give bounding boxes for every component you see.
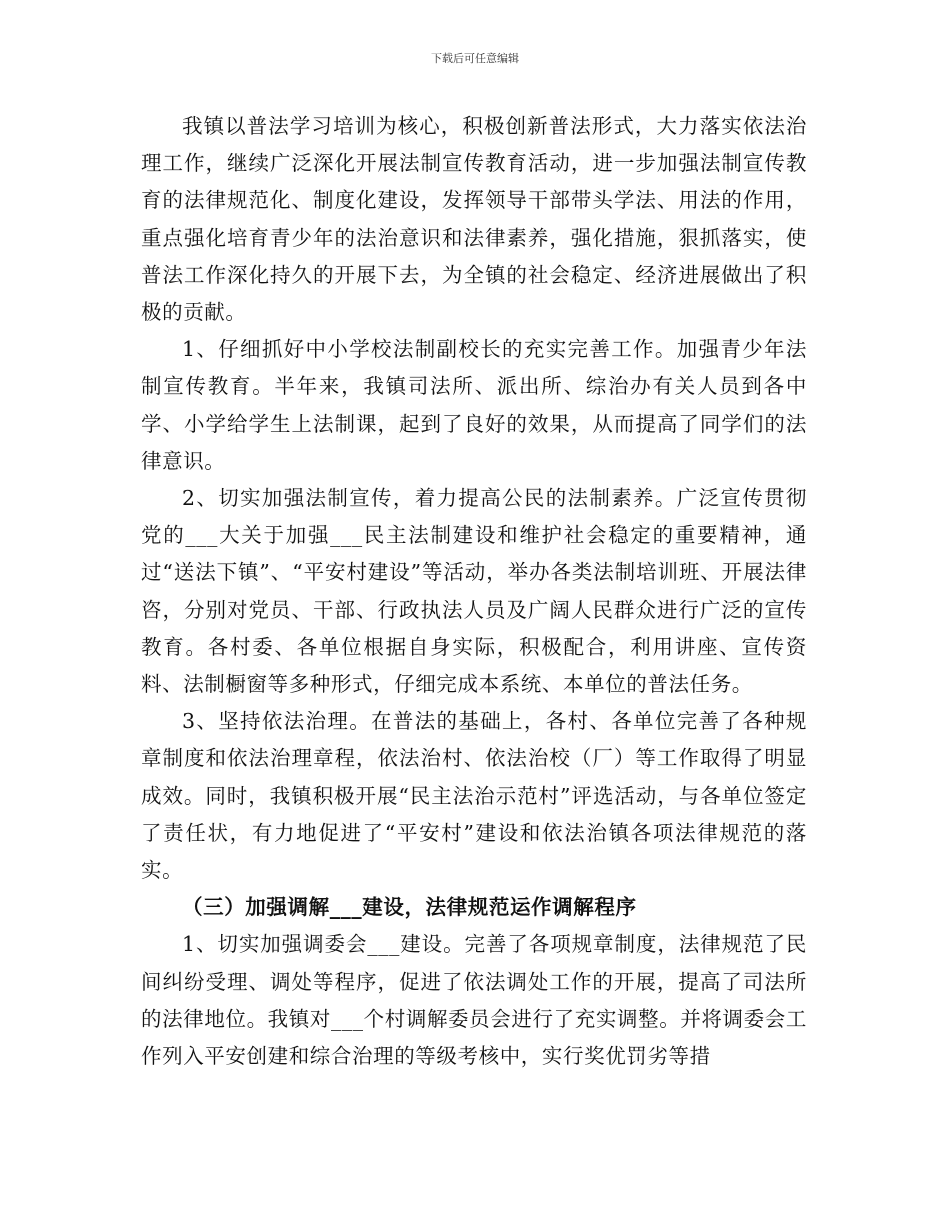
body-paragraph-item-1: 1、仔细抓好中小学校法制副校长的充实完善工作。加强青少年法制宣传教育。半年来，我镇司法所、派出所、综治办有关人员到各中学、小学给学生上法制课，起到了良好的效果，从而提高了同学们的法律意识。 [141,337,807,473]
section-heading: （三）加强调解___建设，法律规范运作调解程序 [182,895,637,920]
document-body [141,108,807,1075]
body-paragraph-item-3: 3、坚持依法治理。在普法的基础上，各村、各单位完善了各种规章制度和依法治理章程，依法治村、依法治校（厂）等工作取得了明显成效。同时，我镇积极开展“民主法治示范村”评选活动，与各单位签定了责任状，有力地促进了“平安村”建设和依法治镇各项法律规范的落实。 [141,709,807,883]
body-paragraph-item-2: 2、切实加强法制宣传，着力提高公民的法制素养。广泛宣传贯彻党的___大关于加强___民主法制建设和维护社会稳定的重要精神，通过“送法下镇”、“平安村建设”等活动，举办各类法制培训班、开展法律咨，分别对党员、干部、行政执法人员及广阔人民群众进行广泛的宣传教育。各村委、各单位根据自身实际，积极配合，利用讲座、宣传资料、法制橱窗等多种形式，仔细完成本系统、本单位的普法任务。 [141,486,807,697]
page-header: 下载后可任意编辑 [431,52,519,65]
body-paragraph-section-item-1: 1、切实加强调委会___建设。完善了各项规章制度，法律规范了民间纠纷受理、调处等程序，促进了依法调处工作的开展，提高了司法所的法律地位。我镇对___个村调解委员会进行了充实调整。并将调委会工作列入平安创建和综合治理的等级考核中，实行奖优罚劣等措 [141,932,807,1069]
body-paragraph-intro: 我镇以普法学习培训为核心，积极创新普法形式，大力落实依法治理工作，继续广泛深化开展法制宣传教育活动，进一步加强法制宣传教育的法律规范化、制度化建设，发挥领导干部带头学法、用法的作用，重点强化培育青少年的法治意识和法律素养，强化措施，狠抓落实，使普法工作深化持久的开展下去，为全镇的社会稳定、经济进展做出了积极的贡献。 [141,114,807,325]
